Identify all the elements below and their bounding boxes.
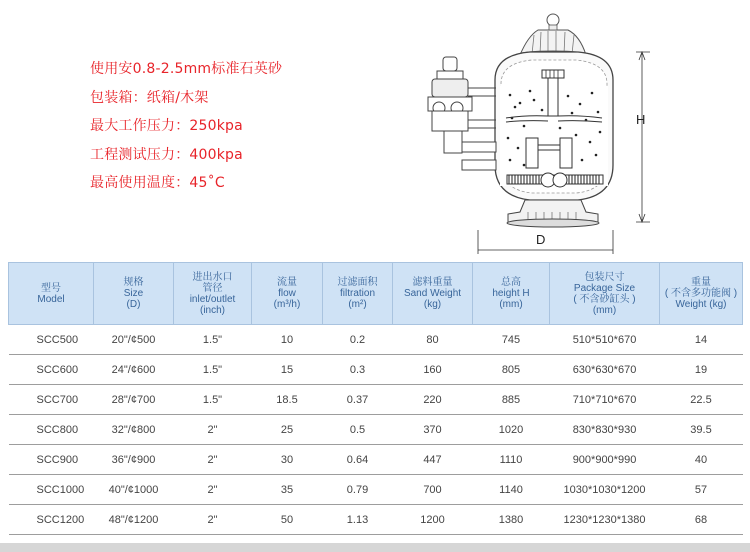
- table-cell: 510*510*670: [550, 325, 660, 355]
- spec-test-pressure: 工程测试压力：400kpa: [90, 146, 243, 163]
- column-header-zh: 型号: [41, 282, 61, 294]
- model-cell: SCC600: [9, 355, 94, 385]
- sand-filter-diagram: [410, 0, 750, 258]
- table-cell: 1230*1230*1380: [550, 505, 660, 535]
- table-cell: 2": [174, 505, 252, 535]
- table-cell: 19: [660, 355, 743, 385]
- table-cell: 14: [660, 325, 743, 355]
- column-header: [94, 263, 174, 325]
- table-cell: 0.2: [323, 325, 393, 355]
- column-header-zh: 流量: [277, 277, 297, 288]
- table-cell: 700: [393, 475, 473, 505]
- table-cell: 36"/¢900: [94, 445, 174, 475]
- table-cell: 57: [660, 475, 743, 505]
- table-row: [9, 505, 743, 535]
- table-cell: 39.5: [660, 415, 743, 445]
- column-header: [252, 263, 323, 325]
- table-cell: 1020: [473, 415, 550, 445]
- spec-sand: 使用安0.8-2.5mm标准石英砂: [90, 61, 283, 77]
- bottom-bar: [0, 543, 750, 552]
- model-cell: SCC1200: [9, 505, 94, 535]
- table-cell: 630*630*670: [550, 355, 660, 385]
- column-header-line: (kg): [423, 299, 442, 310]
- table-cell: 830*830*930: [550, 415, 660, 445]
- column-header-line: (m²): [348, 299, 367, 310]
- table-body: [9, 325, 743, 535]
- table-cell: 2": [174, 415, 252, 445]
- column-header-line: inlet/outlet: [189, 293, 236, 305]
- column-header-zh: 进出水口: [192, 271, 233, 283]
- table-cell: 80: [393, 325, 473, 355]
- table-cell: 30: [252, 445, 323, 475]
- table-cell: 1.5": [174, 385, 252, 415]
- column-header-line: Model: [37, 293, 65, 305]
- table-cell: 160: [393, 355, 473, 385]
- table-cell: 10: [252, 325, 323, 355]
- column-header-zh: 规格: [123, 277, 144, 288]
- table-cell: 40"/¢1000: [94, 475, 174, 505]
- column-header-line: (mm): [499, 299, 523, 310]
- column-header-zh: 总高: [501, 277, 521, 288]
- table-row: [9, 355, 743, 385]
- table-row: [9, 325, 743, 355]
- spec-max-temperature: 最高使用温度：45˚C: [90, 175, 225, 191]
- table-cell: 2": [174, 445, 252, 475]
- column-header-zh: 重量: [691, 277, 711, 288]
- column-header-line: Sand Weight: [403, 288, 462, 299]
- column-header-line: Size: [123, 288, 144, 299]
- table-cell: 68: [660, 505, 743, 535]
- table-cell: 447: [393, 445, 473, 475]
- column-header-zh: 滤料重量: [412, 277, 453, 288]
- table-cell: 1110: [473, 445, 550, 475]
- table-cell: 370: [393, 415, 473, 445]
- model-cell: SCC800: [9, 415, 94, 445]
- diameter-label: D: [536, 232, 546, 247]
- model-cell: SCC500: [9, 325, 94, 355]
- column-header-line: (mm): [592, 304, 617, 316]
- table-cell: 2": [174, 475, 252, 505]
- table-cell: 40: [660, 445, 743, 475]
- table-cell: 745: [473, 325, 550, 355]
- column-header-line: height H: [492, 288, 530, 299]
- height-label: H: [636, 112, 646, 127]
- table-cell: 0.37: [323, 385, 393, 415]
- column-header-line: Package Size: [573, 282, 636, 294]
- table-cell: 1200: [393, 505, 473, 535]
- table-cell: 1140: [473, 475, 550, 505]
- column-header: [323, 263, 393, 325]
- table-cell: 0.3: [323, 355, 393, 385]
- spec-list: [90, 62, 282, 205]
- table-cell: 710*710*670: [550, 385, 660, 415]
- column-header-line: filtration: [339, 288, 375, 299]
- table-cell: 1380: [473, 505, 550, 535]
- model-cell: SCC1000: [9, 475, 94, 505]
- table-cell: 22.5: [660, 385, 743, 415]
- table-cell: 20"/¢500: [94, 325, 174, 355]
- column-header-line: 管径: [202, 282, 223, 294]
- table-cell: 220: [393, 385, 473, 415]
- multiport-valve-icon: [428, 57, 496, 170]
- tank-icon: [495, 52, 613, 200]
- model-cell: SCC700: [9, 385, 94, 415]
- column-header-line: Weight (kg): [675, 299, 727, 310]
- table-cell: 0.5: [323, 415, 393, 445]
- column-header: [660, 263, 743, 325]
- table-cell: 50: [252, 505, 323, 535]
- table-cell: 1.5": [174, 355, 252, 385]
- table-cell: 1.13: [323, 505, 393, 535]
- column-header-line: flow: [278, 288, 296, 299]
- table-cell: 18.5: [252, 385, 323, 415]
- column-header-line: (m³/h): [273, 299, 301, 310]
- table-cell: 32"/¢800: [94, 415, 174, 445]
- column-header-line: ( 不含砂缸头 ): [573, 293, 636, 305]
- column-header-line: (D): [126, 299, 141, 310]
- column-header: [473, 263, 550, 325]
- column-header: [174, 263, 252, 325]
- table-header: [9, 263, 743, 325]
- column-header-zh: 过滤面积: [337, 277, 378, 288]
- column-header-zh: 包装尺寸: [584, 271, 625, 283]
- column-header-line: (inch): [199, 304, 225, 316]
- table-cell: 24"/¢600: [94, 355, 174, 385]
- table-row: [9, 445, 743, 475]
- table-cell: 1.5": [174, 325, 252, 355]
- column-header: [393, 263, 473, 325]
- table-cell: 1030*1030*1200: [550, 475, 660, 505]
- table-cell: 900*900*990: [550, 445, 660, 475]
- table-cell: 35: [252, 475, 323, 505]
- table-cell: 805: [473, 355, 550, 385]
- table-cell: 885: [473, 385, 550, 415]
- model-cell: SCC900: [9, 445, 94, 475]
- table-cell: 25: [252, 415, 323, 445]
- base-stand-icon: [507, 200, 599, 227]
- table-cell: 28"/¢700: [94, 385, 174, 415]
- table-cell: 48"/¢1200: [94, 505, 174, 535]
- table-row: [9, 385, 743, 415]
- table-cell: 0.64: [323, 445, 393, 475]
- spec-max-pressure: 最大工作压力：250kpa: [90, 118, 243, 134]
- table-row: [9, 475, 743, 505]
- column-header: [9, 263, 94, 325]
- table-row: [9, 415, 743, 445]
- table-cell: 0.79: [323, 475, 393, 505]
- spec-table: [8, 262, 743, 535]
- table-cell: 15: [252, 355, 323, 385]
- column-header: [550, 263, 660, 325]
- column-header-line: ( 不含多功能阀 ): [664, 288, 738, 299]
- spec-packaging: 包装箱：纸箱/木架: [90, 89, 209, 106]
